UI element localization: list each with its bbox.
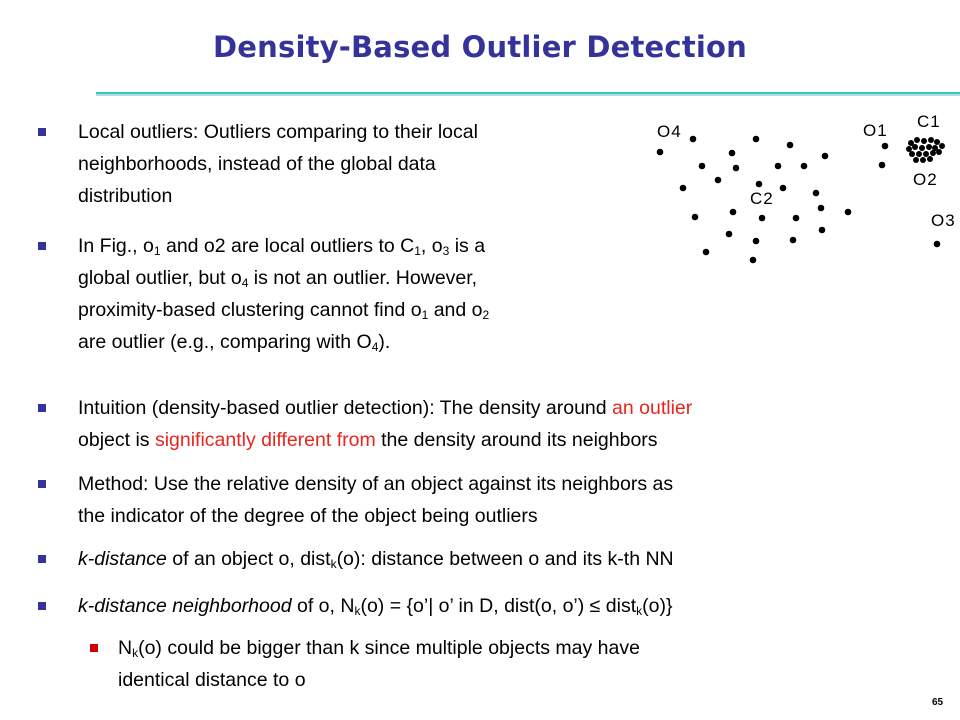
bullet-line: Method: Use the relative density of an object against its neighbors as xyxy=(78,473,674,495)
point-c2 xyxy=(715,177,722,184)
point-c1 xyxy=(909,151,915,157)
point-c1 xyxy=(906,146,912,152)
point-c1 xyxy=(936,149,942,155)
point-c2 xyxy=(818,205,825,212)
outlier-figure xyxy=(645,110,960,270)
point-c1 xyxy=(923,151,929,157)
highlight-text: significantly different from xyxy=(154,429,376,451)
point-c2 xyxy=(822,153,829,160)
point-c1 xyxy=(914,137,920,143)
sub-bullet-marker xyxy=(90,644,98,652)
label-o4: O4 xyxy=(657,122,682,141)
point-c2 xyxy=(726,231,733,238)
bullet-line: $N_k(o)$ could be bigger than k since multiple objects may have xyxy=(118,637,640,660)
label-c2: C2 xyxy=(750,189,774,208)
highlight-text: an outlier xyxy=(612,397,693,419)
bullet-marker xyxy=(38,128,46,136)
page-number: 65 xyxy=(932,697,944,708)
point-c2 xyxy=(703,249,710,256)
slide-title: Density-Based Outlier Detection xyxy=(213,30,747,64)
point-c2 xyxy=(680,185,687,192)
bullet-line: k-distance neighborhood of o, $N_k(o)$ = {o’| o’ in D, dist(o, o’) ≤ dist$_k$(o)} xyxy=(78,595,673,618)
bullet-marker xyxy=(38,404,46,412)
label-o2: O2 xyxy=(913,170,938,189)
title-underline xyxy=(96,92,960,96)
point-c1 xyxy=(916,151,922,157)
bullet-line: object is significantly different from the density around its neighbors xyxy=(78,429,658,451)
point-c2 xyxy=(780,185,787,192)
point-c2 xyxy=(793,215,800,222)
point-c2 xyxy=(733,165,740,172)
point-c1 xyxy=(939,143,945,149)
bullet-line: neighborhoods, instead of the global data xyxy=(78,153,436,175)
point-c2 xyxy=(692,214,699,221)
point-c2 xyxy=(787,142,794,149)
point-c1 xyxy=(913,157,919,163)
point-c2 xyxy=(730,209,737,216)
point-c2 xyxy=(699,163,706,170)
bullet-line: In Fig., $o_1$ and o2 are local outliers to $C_1$, $o_3$ is a xyxy=(78,235,486,258)
bullet-line: distribution xyxy=(78,185,173,207)
point-c1 xyxy=(927,156,933,162)
point-o4 xyxy=(657,149,664,156)
label-c1: C1 xyxy=(917,112,941,131)
point-c1 xyxy=(926,144,932,150)
point-o1 xyxy=(882,143,889,150)
bullet-line: identical distance to o xyxy=(118,669,306,691)
point-c2 xyxy=(729,150,736,157)
point-c1 xyxy=(934,139,940,145)
point-o3 xyxy=(934,241,941,248)
bullet-marker xyxy=(38,480,46,488)
point-c2 xyxy=(750,257,757,264)
point-c2 xyxy=(813,190,820,197)
point-c2 xyxy=(753,136,760,143)
point-c2 xyxy=(756,181,763,188)
point-c2 xyxy=(753,238,760,245)
bullet-marker xyxy=(38,242,46,250)
bullet-line: k-distance of an object o, dist$_k$(o): distance between o and its k-th NN xyxy=(78,548,674,571)
bullet-line: are outlier (e.g., comparing with $O_4$). xyxy=(78,331,391,354)
point-c1 xyxy=(930,150,936,156)
bullet-line: Intuition (density-based outlier detection): The density around an outlier xyxy=(78,397,693,419)
point-c2 xyxy=(759,215,766,222)
point-c2 xyxy=(790,237,797,244)
bullet-line: global outlier, but $o_4$ is not an outlier. However, xyxy=(78,267,478,290)
bullet-line: proximity-based clustering cannot find $o_1$ and $o_2$ xyxy=(78,299,490,322)
point-c2 xyxy=(801,163,808,170)
bullet-marker xyxy=(38,555,46,563)
point-c2 xyxy=(845,209,852,216)
point-c2 xyxy=(775,163,782,170)
point-c1 xyxy=(912,144,918,150)
point-c1 xyxy=(921,138,927,144)
point-c2 xyxy=(819,227,826,234)
label-o1: O1 xyxy=(863,121,888,140)
bullet-line: Local outliers: Outliers comparing to their local xyxy=(78,121,478,143)
bullet-marker xyxy=(38,602,46,610)
point-c1 xyxy=(928,137,934,143)
bullet-line: the indicator of the degree of the object being outliers xyxy=(78,505,538,527)
point-c1 xyxy=(919,145,925,151)
data-points xyxy=(657,136,945,264)
label-o3: O3 xyxy=(931,211,956,230)
point-c2 xyxy=(690,136,697,143)
point-c1 xyxy=(920,157,926,163)
point-o2 xyxy=(879,162,886,169)
